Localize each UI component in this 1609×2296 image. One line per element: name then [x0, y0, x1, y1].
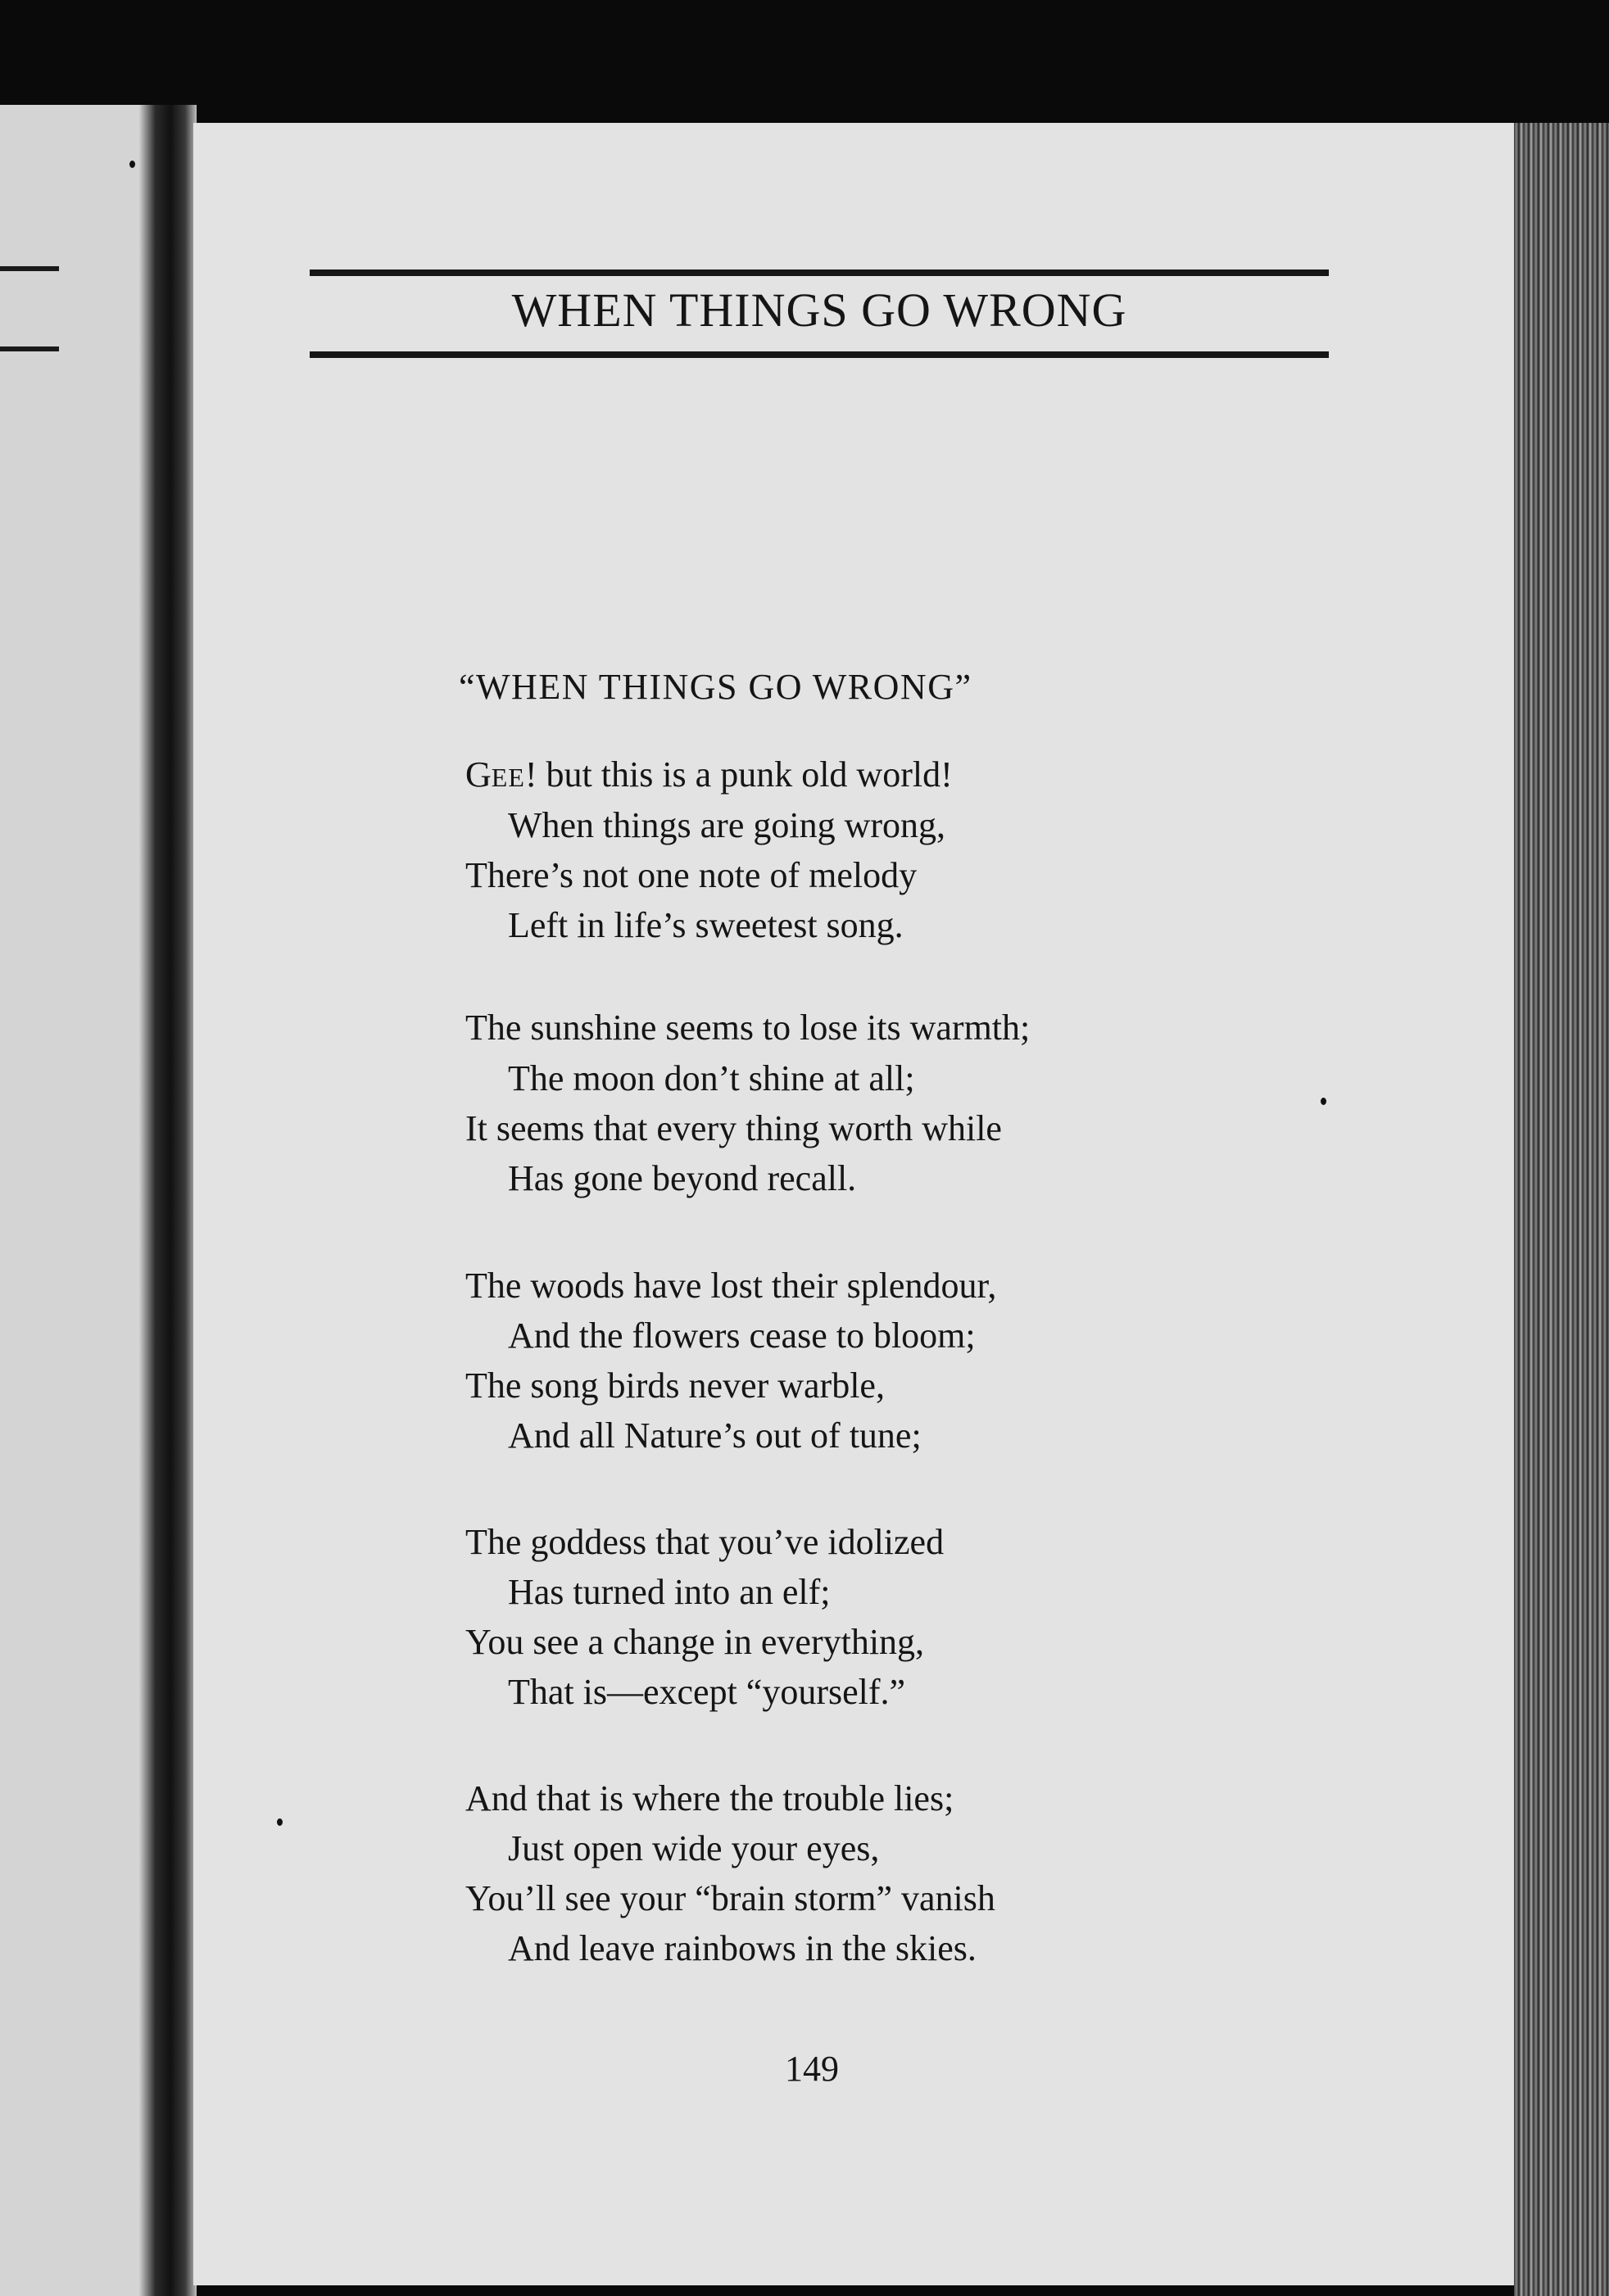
running-head: WHEN THINGS GO WRONG	[511, 283, 1127, 337]
poem-line: The woods have lost their splendour,	[465, 1266, 997, 1306]
poem-title: “WHEN THINGS GO WRONG”	[459, 667, 972, 707]
left-page-edge	[0, 105, 160, 2296]
header-rule-bottom	[310, 351, 1329, 358]
poem-line: There’s not one note of melody	[465, 855, 918, 895]
book-gutter	[139, 105, 197, 2296]
poem-line: The goddess that you’ve idolized	[465, 1522, 945, 1562]
poem-line-text: ! but this is a punk old world!	[524, 754, 953, 795]
poem-line: Has turned into an elf;	[508, 1572, 831, 1612]
poem-line: And that is where the trouble lies;	[465, 1778, 954, 1818]
poem-line: And all Nature’s out of tune;	[508, 1415, 922, 1456]
first-word-small-caps: EE	[491, 763, 525, 792]
poem-line: Left in life’s sweetest song.	[508, 905, 904, 945]
ink-speck	[277, 1818, 283, 1826]
poem-line: Just open wide your eyes,	[508, 1828, 880, 1868]
ink-speck	[129, 161, 135, 168]
poem-line: The moon don’t shine at all;	[508, 1058, 915, 1098]
poem-line: The song birds never warble,	[465, 1365, 885, 1406]
poem-line: Has gone beyond recall.	[508, 1158, 857, 1198]
poem-line: That is—except “yourself.”	[508, 1672, 906, 1712]
poem-line: And the flowers cease to bloom;	[508, 1316, 976, 1356]
page-number: 149	[785, 2049, 839, 2089]
header-rule-top	[310, 269, 1329, 276]
poem-line: It seems that every thing worth while	[465, 1108, 1002, 1148]
poem-line: You’ll see your “brain storm” vanish	[465, 1878, 995, 1918]
left-page-rule	[0, 266, 59, 271]
poem-line: And leave rainbows in the skies.	[508, 1928, 977, 1968]
poem-line	[465, 754, 953, 795]
page-edges	[1514, 123, 1609, 2296]
left-page-rule	[0, 346, 59, 351]
poem-line: The sunshine seems to lose its warmth;	[465, 1008, 1031, 1048]
first-word-initial: G	[465, 754, 492, 795]
ink-speck	[1321, 1098, 1326, 1105]
poem-line: When things are going wrong,	[508, 805, 945, 845]
poem-line: You see a change in everything,	[465, 1622, 925, 1662]
